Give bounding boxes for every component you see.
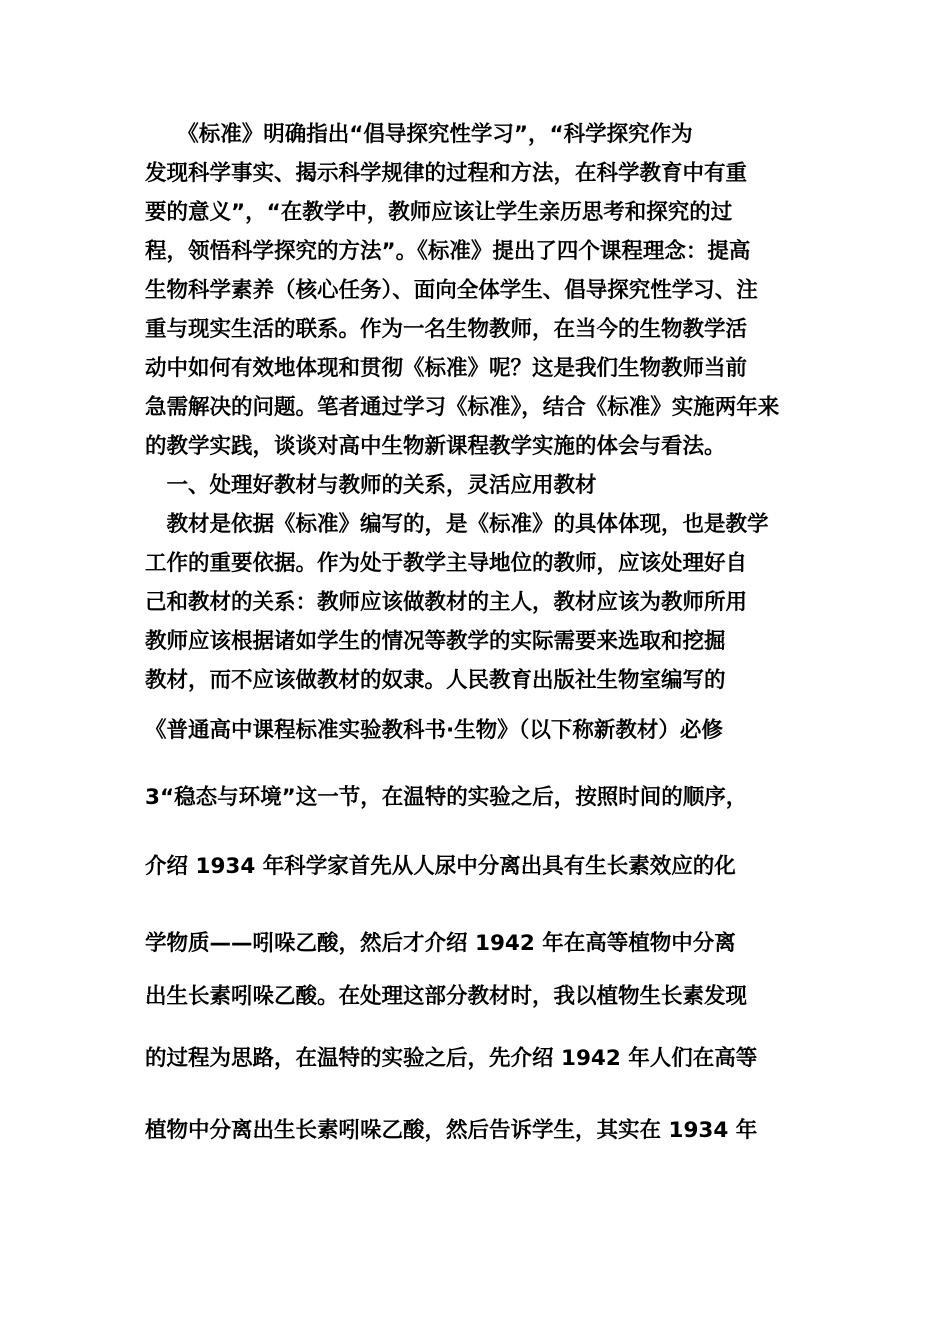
section-heading: 一、处理好教材与教师的关系，灵活应用教材	[145, 473, 597, 498]
paragraph-line-13: 教师应该根据诸如学生的情况等教学的实际需要来选取和挖掘	[145, 629, 726, 654]
paragraph-line-17: 介绍 1934 年科学家首先从人尿中分离出具有生长素效应的化	[145, 854, 736, 879]
paragraph-line-12: 己和教材的关系：教师应该做教材的主人，教材应该为教师所用	[145, 590, 748, 615]
paragraph-line-6: 重与现实生活的联系。作为一名生物教师，在当今的生物教学活	[145, 317, 748, 342]
paragraph-line-18: 学物质——吲哚乙酸，然后才介绍 1942 年在高等植物中分离	[145, 931, 736, 956]
paragraph-line-16: 3“稳态与环境”这一节，在温特的实验之后，按照时间的顺序，	[145, 785, 748, 810]
paragraph-line-20: 的过程为思路，在温特的实验之后，先介绍 1942 年人们在高等	[145, 1046, 758, 1071]
paragraph-line-4: 程，领悟科学探究的方法”。《标准》提出了四个课程理念：提高	[145, 239, 751, 264]
paragraph-line-8: 急需解决的问题。笔者通过学习《标准》，结合《标准》实施两年来	[145, 395, 780, 420]
paragraph-line-1: 《标准》明确指出“倡导探究性学习”，“科学探究作为	[145, 122, 693, 147]
paragraph-line-10: 教材是依据《标准》编写的，是《标准》的具体体现，也是教学	[145, 512, 769, 537]
paragraph-line-21: 植物中分离出生长素吲哚乙酸，然后告诉学生，其实在 1934 年	[145, 1118, 758, 1143]
paragraph-line-19: 出生长素吲哚乙酸。在处理这部分教材时，我以植物生长素发现	[145, 984, 748, 1009]
paragraph-line-3: 要的意义”，“在教学中，教师应该让学生亲历思考和探究的过	[145, 200, 733, 225]
paragraph-line-5: 生物科学素养（核心任务）、面向全体学生、倡导探究性学习、注	[145, 278, 758, 303]
paragraph-line-11: 工作的重要依据。作为处于教学主导地位的教师，应该处理好自	[145, 551, 748, 576]
paragraph-line-14: 教材，而不应该做教材的奴隶。人民教育出版社生物室编写的	[145, 668, 726, 693]
paragraph-line-9: 的教学实践，谈谈对高中生物新课程教学实施的体会与看法。	[145, 434, 726, 459]
paragraph-line-15: 《普通高中课程标准实验教科书·生物》（以下称新教材）必修	[145, 718, 723, 743]
paragraph-line-7: 动中如何有效地体现和贯彻《标准》呢？这是我们生物教师当前	[145, 356, 748, 381]
paragraph-line-2: 发现科学事实、揭示科学规律的过程和方法，在科学教育中有重	[145, 161, 748, 186]
